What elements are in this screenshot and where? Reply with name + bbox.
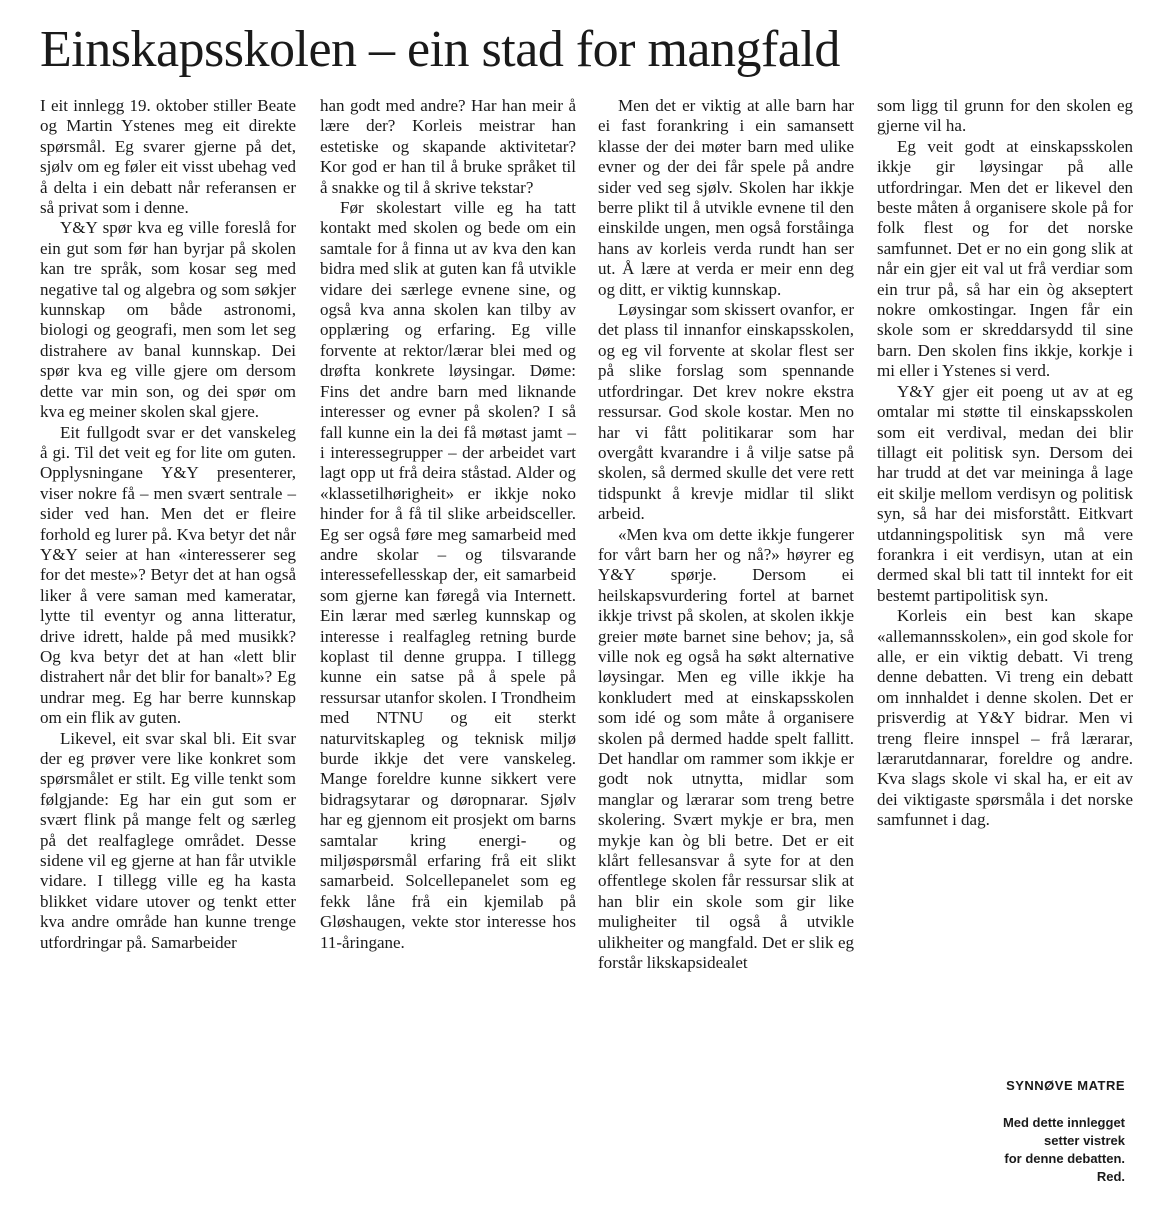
paragraph: Eit fullgodt svar er det vanskeleg å gi. Til det veit eg for lite om guten. Opplysningane Y&Y presenterer, viser nokre få – men svært sentrale – sider ved han. Men det er fleire forhold eg lurer på. Kva betyr det når Y&Y seier at han «interesserer seg for det meste»? Betyr det at han også liker å vere saman med kameratar, lytte til eventyr og anna litteratur, drive idrett, halde på med musikk? Og kva betyr det at han «lett blir distrahert når det blir for banalt»? Eg undrar meg. Eg har berre kunnskap om ein flik av guten. [40, 422, 296, 728]
paragraph: Likevel, eit svar skal bli. Eit svar der eg prøver vere like konkret som spørsmålet er stilt. Eg ville tenkt som følgjande: Eg har ein gut som er svært flink på mange felt og særleg på det realfaglege området. Desse sidene vil eg gjerne at han får utvikle vidare. I tillegg ville eg ha kasta blikket vidare utover og tenkt etter kva andre område han kunne trenge utfordringar på. Samarbeider [40, 728, 296, 952]
editor-note-line: for denne debatten. [1004, 1151, 1125, 1166]
author-byline: SYNNØVE MATRE [1006, 1078, 1125, 1093]
column-3 [598, 96, 854, 973]
paragraph: «Men kva om dette ikkje fungerer for vårt barn her og nå?» høyrer eg Y&Y spørje. Dersom ei heilskapsvurdering fortel at barnet ikkje trivst på skolen, at skolen ikkje greier møte barnet sine behov; ja, så ville nok eg også ha søkt alternative løysingar. Men eg ville ikkje ha konkludert med at einskapsskolen som idé og som måte å organisere skolen på dermed hadde spelt fallitt. Det handlar om rammer som ikkje er godt nok utnytta, midlar som manglar og lærarar som treng betre skolering. Svært mykje er bra, men mykje kan òg bli betre. Det er eit klårt fellesansvar å syte for at den offentlege skolen får ressursar slik at han blir ein skole som gir like muligheiter til også å utvikle ulikheiter og mangfald. Det er slik eg forstår likskapsidealet [598, 524, 854, 973]
paragraph: I eit innlegg 19. oktober stiller Beate og Martin Ystenes meg eit direkte spørsmål. Eg svarer gjerne på det, sjølv om eg føler eit visst ubehag ved å delta i ein debatt når referansen er så privat som i denne. [40, 96, 296, 218]
column-1 [40, 96, 296, 953]
editor-note-line: Red. [1096, 1169, 1125, 1184]
editor-note [900, 1114, 1125, 1186]
paragraph: som ligg til grunn for den skolen eg gjerne vil ha. [877, 96, 1133, 136]
column-4 [877, 96, 1133, 831]
column-2 [320, 96, 576, 953]
editor-note-line: Med dette innlegget [1002, 1115, 1125, 1130]
paragraph: han godt med andre? Har han meir å lære der? Korleis meistrar han estetiske og skapande aktivitetar? Kor god er han til å bruke språket til å snakke og til å skrive tekstar? [320, 96, 576, 197]
paragraph: Y&Y gjer eit poeng ut av at eg omtalar mi støtte til einskapsskolen som eit verdival, medan dei blir tillagt eit politisk syn. Dersom dei har trudd at det var meininga å lage eit skilje mellom verdisyn og politisk syn, så har dei misforstått. Eitkvart utdanningspolitisk syn må vere forankra i eit verdisyn, utan at ein dermed skal bli tatt til inntekt for eit bestemt partipolitisk syn. [877, 381, 1133, 605]
paragraph: Løysingar som skissert ovanfor, er det plass til innanfor einskapsskolen, og eg vil forvente at skolar flest ser på slike forslag som spennande utfordringar. Det krev nokre ekstra ressursar. God skole kostar. Men no har vi fått politikarar som har overgått kvarandre i å vilje satse på skolen, så dermed skulle det vere rett tidspunkt å krevje midlar til slikt arbeid. [598, 300, 854, 524]
paragraph: Korleis ein best kan skape «allemannsskolen», ein god skole for alle, er ein viktig debatt. Vi treng denne debatten. Vi treng ein debatt om innhaldet i denne skolen. Det er prisverdig at Y&Y bidrar. Men vi treng fleire innspel – frå lærarar, lærarutdannarar, foreldre og andre. Kva slags skole vi skal ha, er eit av dei viktigaste spørsmåla i det norske samfunnet i dag. [877, 606, 1133, 830]
editor-note-line: setter vistrek [1044, 1133, 1125, 1148]
headline: Einskapsskolen – ein stad for mangfald [40, 21, 840, 78]
paragraph: Før skolestart ville eg ha tatt kontakt med skolen og bede om ein samtale for å finna ut av kva den kan bidra med slik at guten kan få utvikle vidare dei særlege evnene sine, og også kva anna skolen kan tilby av opplæring og erfaring. Eg ville forvente at rektor/lærar blei med og drøfta konkrete løysingar. Døme: Fins det andre barn med liknande interesser og evner på skolen? I så fall kunne ein la dei få møtast jamt – i interessegrupper – der arbeidet vart lagt opp ut frå deira ståstad. Alder og «klassetilhørigheit» er ikkje noko hinder for å få til slike arbeidsceller. Eg ser også føre meg samarbeid med andre skolar – og tilsvarande interessefellesskap der, eit samarbeid som gjerne kan føregå via Internett. Ein lærar med særleg kunnskap og interesse i realfagleg retning burde koplast til denne gruppa. I tillegg kunne ein satse på å spele på ressursar utanfor skolen. I Trondheim med NTNU og eit sterkt naturvitskapleg og teknisk miljø burde ikkje det vere vanskeleg. Mange foreldre kunne sikkert vere bidragsytarar og døropnarar. Sjølv har eg gjennom eit prosjekt om barns samtalar kring energi- og miljøspørsmål erfaring frå eit slikt samarbeid. Solcellepanelet som eg fekk låne frå ein kjemilab på Gløshaugen, vekte stor interesse hos 11-åringane. [320, 198, 576, 952]
paragraph: Y&Y spør kva eg ville foreslå for ein gut som før han byrjar på skolen kan tre språk, som kosar seg med negative tal og algebra og som søkjer kunnskap om både astronomi, biologi og geografi, men som let seg distrahere av banal kunnskap. Dei spør kva eg ville gjere om dersom dette var min son, og dei spør om kva eg meiner skolen skal gjere. [40, 218, 296, 422]
paragraph: Eg veit godt at einskapsskolen ikkje gir løysingar på alle utfordringar. Men det er likevel den beste måten å organisere skole på for folk flest og for det norske samfunnet. Det er no ein gong slik at når ein gjer eit val ut frå verdiar som ein trur på, så har ein òg akseptert nokre omkostingar. Ingen får ein skole som er skreddarsydd til sine barn. Den skolen fins ikkje, korkje i mi eller i Ystenes si verd. [877, 136, 1133, 381]
paragraph: Men det er viktig at alle barn har ei fast forankring i ein samansett klasse der dei møter barn med ulike evner og der dei får spele på andre sider ved seg sjølv. Skolen har ikkje berre plikt til å utvikle evnene til den einskilde ungen, men også forståinga hans av korleis verda rundt han ser ut. Å lære at verda er meir enn deg og ditt, er viktig kunnskap. [598, 96, 854, 299]
